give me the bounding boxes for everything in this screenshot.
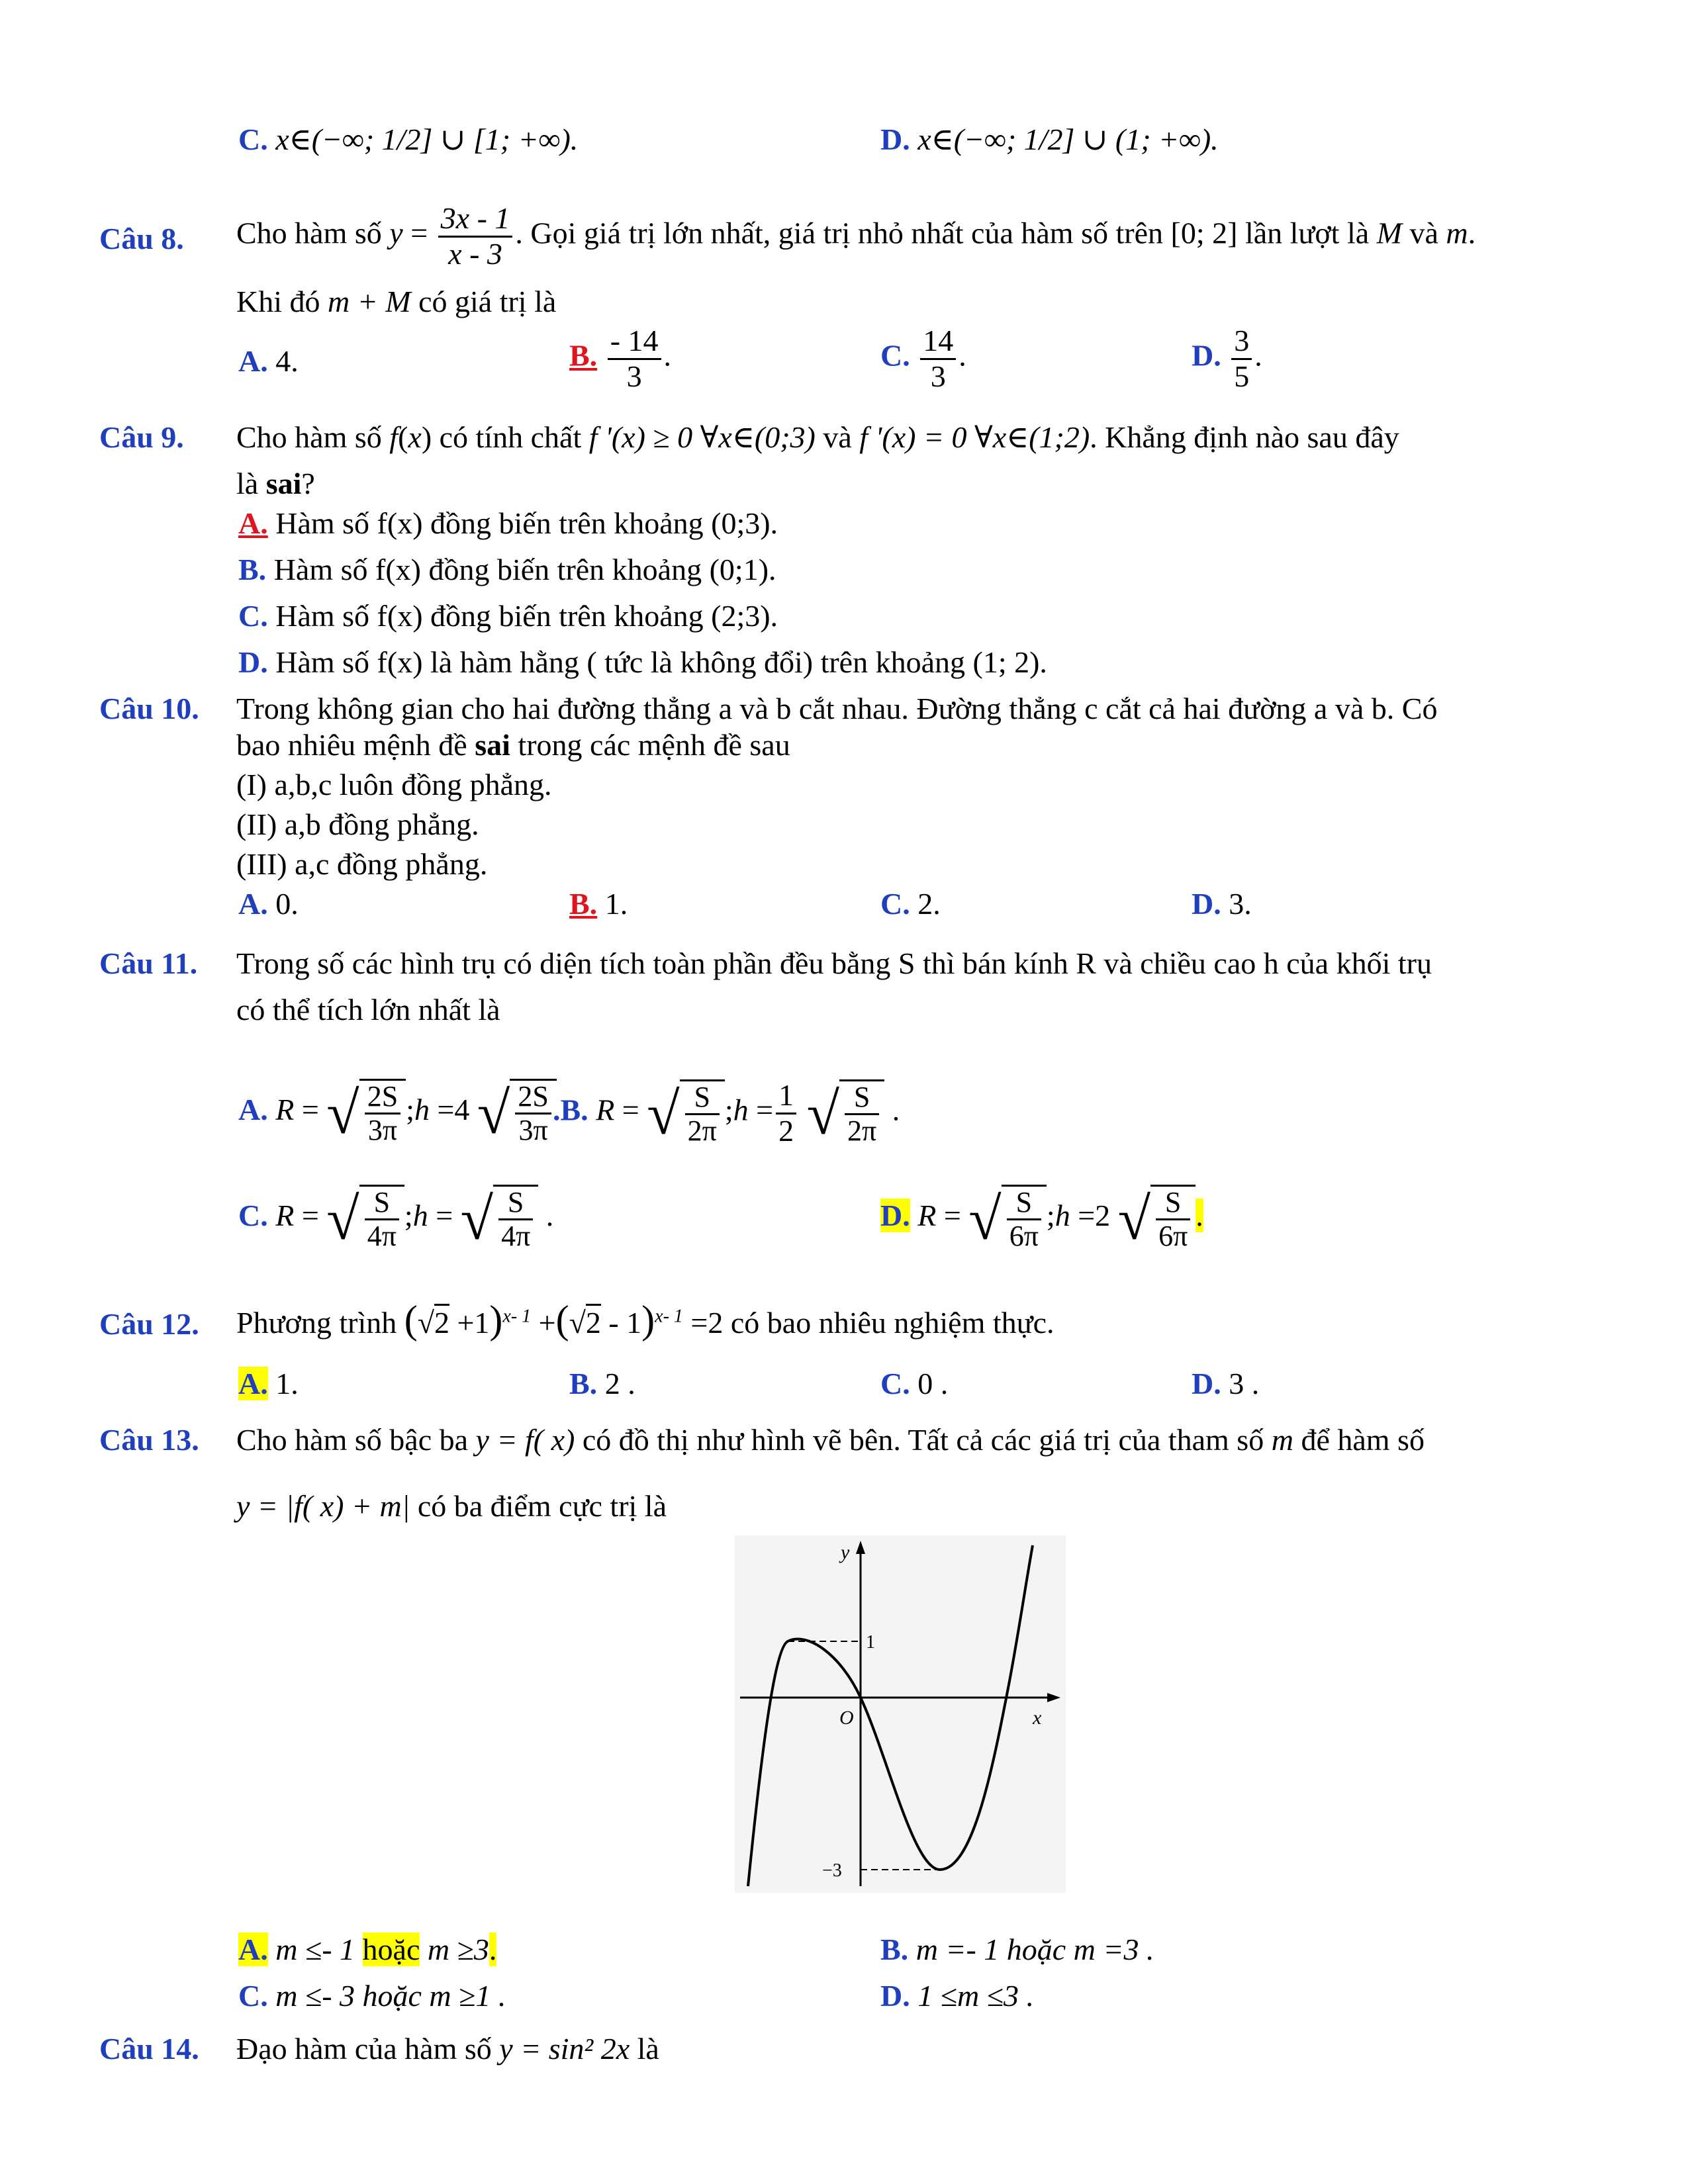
q8-option-c[interactable]: C. $\frac{14}{3}$ . <box>880 324 966 393</box>
question-10-text: Trong không gian cho hai đường thẳng a và b cắt nhau. Đường thẳng c cắt cả hai đường a và b. Có <box>236 692 1438 725</box>
statement-2: (II) a,b đồng phẳng. <box>236 807 479 841</box>
q8-option-d[interactable]: D. $\frac{3}{5}$ . <box>1192 324 1262 393</box>
q7-option-c[interactable] <box>238 122 578 158</box>
question-8-text: Cho hàm số y = $\frac{3x - 1}{x - 3}$ . Gọi giá trị lớn nhất, giá trị nhỏ nhất của hàm số trên [0; 2] lần lượt là M và m. <box>236 201 1476 271</box>
option-text: x∈(−∞; 1/2] ∪ [1; +∞). <box>275 122 579 156</box>
question-number: Câu 10. <box>99 692 199 725</box>
question-12-text: Phương trình $(√2 +1)^{x- 1} +(√2 - 1)^{x- 1} =2$ có bao nhiêu nghiệm thực. <box>236 1298 1055 1342</box>
option-text: x∈(−∞; 1/2] ∪ (1; +∞). <box>917 122 1219 156</box>
statement-1: (I) a,b,c luôn đồng phẳng. <box>236 768 552 801</box>
q8-option-a[interactable]: A. 4. <box>238 344 299 378</box>
tick-label-1: 1 <box>866 1632 875 1653</box>
origin-label: O <box>839 1707 854 1729</box>
q11-option-b[interactable]: .B. R = √ $\frac{S}{2\pi}$ ;h = $\frac{1}{2}$ √ $\frac{S}{2\pi}$ . <box>553 1078 900 1148</box>
q13-option-b[interactable]: B. m =- 1 hoặc m =3 . <box>880 1933 1154 1966</box>
q10-option-c[interactable]: C. 2. <box>880 887 941 921</box>
question-9-text: Cho hàm số f(x) có tính chất f '(x) ≥ 0 ∀x∈(0;3) và f '(x) = 0 ∀x∈(1;2). Khẳng định nào sau đây <box>236 420 1399 454</box>
question-number: Câu 11. <box>99 946 198 980</box>
q11-option-d[interactable]: D. R = √ $\frac{S}{6\pi}$ ;h =2 √ $\frac{S}{6\pi}$ . <box>880 1186 1203 1253</box>
question-11-text: Trong số các hình trụ có diện tích toàn phần đều bằng S thì bán kính R và chiều cao h của khối trụ <box>236 946 1432 980</box>
question-10-text-line2: bao nhiêu mệnh đề sai trong các mệnh đề sau <box>236 728 790 762</box>
q13-option-a[interactable]: A. m ≤- 1 hoặc m ≥3. <box>238 1933 497 1966</box>
question-number: Câu 12. <box>99 1307 199 1341</box>
q11-option-c[interactable]: C. R = √ $\frac{S}{4\pi}$ ;h = √ $\frac{S}{4\pi}$ . <box>238 1186 554 1253</box>
x-axis-label: x <box>1033 1707 1042 1729</box>
statement-3: (III) a,c đồng phẳng. <box>236 847 488 881</box>
option-label: C. <box>238 122 268 156</box>
q12-option-d[interactable]: D. 3 . <box>1192 1367 1260 1400</box>
q9-option-d[interactable]: D. Hàm số f(x) là hàm hằng ( tức là không đổi) trên khoảng (1; 2). <box>238 645 1047 679</box>
q10-option-b[interactable]: B. 1. <box>569 887 628 921</box>
question-14-text: Đạo hàm của hàm số y = sin² 2x là <box>236 2032 659 2066</box>
question-number: Câu 14. <box>99 2032 199 2066</box>
q9-option-c[interactable]: C. Hàm số f(x) đồng biến trên khoảng (2;3). <box>238 599 778 633</box>
tick-label-minus3: −3 <box>822 1860 842 1881</box>
question-number: Câu 8. <box>99 222 184 255</box>
question-13-text: Cho hàm số bậc ba y = f( x) có đồ thị như hình vẽ bên. Tất cả các giá trị của tham số m để hàm số <box>236 1423 1425 1457</box>
q10-option-a[interactable]: A. 0. <box>238 887 299 921</box>
q13-option-c[interactable]: C. m ≤- 3 hoặc m ≥1 . <box>238 1979 506 2013</box>
question-8-text-line2: Khi đó m + M có giá trị là <box>236 285 557 318</box>
q12-option-a[interactable]: A. 1. <box>238 1367 299 1400</box>
q10-option-d[interactable]: D. 3. <box>1192 887 1252 921</box>
y-axis-label: y <box>841 1541 850 1563</box>
q7-option-d[interactable] <box>880 122 1219 158</box>
question-9-text-line2: là sai? <box>236 467 315 500</box>
q9-option-a[interactable]: A. Hàm số f(x) đồng biến trên khoảng (0;3). <box>238 506 778 540</box>
q11-option-a[interactable]: A. R = √ $\frac{2S}{3\pi}$ ;h =4 √ $\frac{2S}{3\pi}$ <box>238 1079 557 1147</box>
question-13-text-line2: y = |f( x) + m| có ba điểm cực trị là <box>236 1489 667 1523</box>
q13-option-d[interactable]: D. 1 ≤m ≤3 . <box>880 1979 1034 2013</box>
question-number: Câu 9. <box>99 420 184 454</box>
option-label: D. <box>880 122 910 156</box>
cubic-function-graph <box>735 1535 1066 1893</box>
q9-option-b[interactable]: B. Hàm số f(x) đồng biến trên khoảng (0;1). <box>238 553 776 586</box>
q12-option-b[interactable]: B. 2 . <box>569 1367 635 1400</box>
q12-option-c[interactable]: C. 0 . <box>880 1367 949 1400</box>
q8-option-b[interactable]: B. $\frac{- 14}{3}$ . <box>569 324 672 393</box>
question-number: Câu 13. <box>99 1423 199 1457</box>
question-11-text-line2: có thể tích lớn nhất là <box>236 993 500 1026</box>
function-fraction: $\frac{3x - 1}{x - 3}$ <box>438 202 513 271</box>
